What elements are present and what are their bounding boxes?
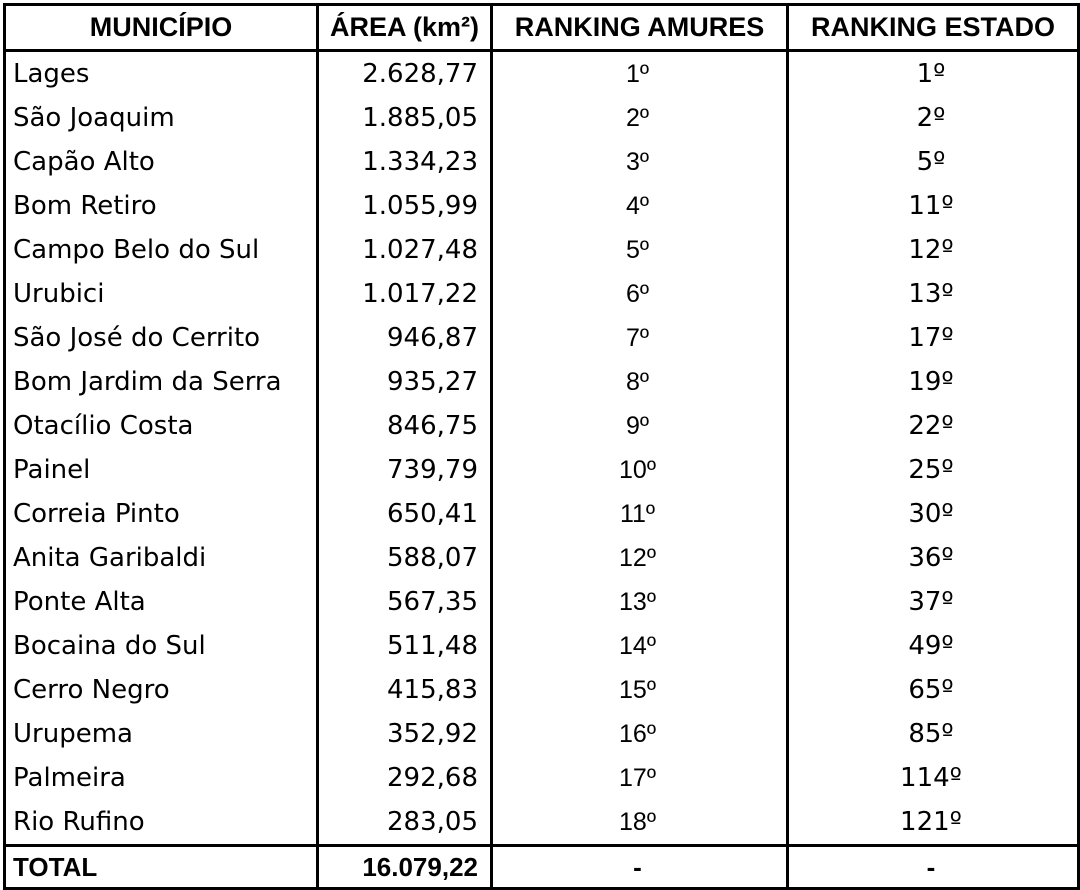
table-row xyxy=(5,800,1079,846)
ranking-amures-cell: 2º xyxy=(492,96,788,140)
ranking-estado-cell: 17º xyxy=(788,316,1079,360)
municipio-cell: Painel xyxy=(5,448,318,492)
municipio-cell: Capão Alto xyxy=(5,140,318,184)
table-row xyxy=(5,492,1079,536)
ranking-estado-cell: 49º xyxy=(788,624,1079,668)
table-row xyxy=(5,184,1079,228)
table-row xyxy=(5,360,1079,404)
table-row xyxy=(5,316,1079,360)
ranking-estado-cell: 1º xyxy=(788,51,1079,97)
table-row xyxy=(5,96,1079,140)
ranking-amures-cell: 14º xyxy=(492,624,788,668)
ranking-amures-cell: 3º xyxy=(492,140,788,184)
ranking-amures-cell: 8º xyxy=(492,360,788,404)
area-cell: 283,05 xyxy=(318,800,492,846)
municipio-cell: São José do Cerrito xyxy=(5,316,318,360)
table-row xyxy=(5,668,1079,712)
ranking-amures-cell: 16º xyxy=(492,712,788,756)
table-row xyxy=(5,272,1079,316)
ranking-estado-cell: 12º xyxy=(788,228,1079,272)
total-row xyxy=(5,846,1079,889)
area-cell: 352,92 xyxy=(318,712,492,756)
header-ranking-estado: RANKING ESTADO xyxy=(788,5,1079,51)
ranking-estado-cell: 13º xyxy=(788,272,1079,316)
ranking-amures-cell: 5º xyxy=(492,228,788,272)
municipio-cell: Bom Jardim da Serra xyxy=(5,360,318,404)
table-row xyxy=(5,756,1079,800)
ranking-amures-cell: 7º xyxy=(492,316,788,360)
municipio-cell: Rio Rufino xyxy=(5,800,318,846)
area-cell: 567,35 xyxy=(318,580,492,624)
table-row xyxy=(5,228,1079,272)
table-row xyxy=(5,140,1079,184)
ranking-estado-cell: 2º xyxy=(788,96,1079,140)
ranking-amures-cell: 9º xyxy=(492,404,788,448)
ranking-amures-cell: 1º xyxy=(492,51,788,97)
area-cell: 1.017,22 xyxy=(318,272,492,316)
area-cell: 1.055,99 xyxy=(318,184,492,228)
area-cell: 846,75 xyxy=(318,404,492,448)
ranking-amures-cell: 6º xyxy=(492,272,788,316)
table-row xyxy=(5,448,1079,492)
area-cell: 935,27 xyxy=(318,360,492,404)
municipio-cell: Palmeira xyxy=(5,756,318,800)
header-area: ÁREA (km²) xyxy=(318,5,492,51)
ranking-amures-cell: 4º xyxy=(492,184,788,228)
ranking-amures-cell: 11º xyxy=(492,492,788,536)
header-ranking-amures: RANKING AMURES xyxy=(492,5,788,51)
table-row xyxy=(5,712,1079,756)
municipio-cell: Bocaina do Sul xyxy=(5,624,318,668)
municipio-cell: Lages xyxy=(5,51,318,97)
area-cell: 650,41 xyxy=(318,492,492,536)
ranking-amures-cell: 10º xyxy=(492,448,788,492)
area-cell: 415,83 xyxy=(318,668,492,712)
ranking-estado-cell: 22º xyxy=(788,404,1079,448)
ranking-estado-cell: 114º xyxy=(788,756,1079,800)
header-municipio: MUNICÍPIO xyxy=(5,5,318,51)
area-cell: 1.885,05 xyxy=(318,96,492,140)
area-cell: 1.027,48 xyxy=(318,228,492,272)
area-cell: 511,48 xyxy=(318,624,492,668)
ranking-amures-cell: 17º xyxy=(492,756,788,800)
municipio-cell: Urupema xyxy=(5,712,318,756)
municipio-cell: Correia Pinto xyxy=(5,492,318,536)
ranking-estado-cell: 11º xyxy=(788,184,1079,228)
ranking-amures-cell: 13º xyxy=(492,580,788,624)
ranking-amures-cell: 18º xyxy=(492,800,788,846)
ranking-estado-cell: 19º xyxy=(788,360,1079,404)
area-cell: 946,87 xyxy=(318,316,492,360)
ranking-estado-cell: 25º xyxy=(788,448,1079,492)
municipio-cell: Otacílio Costa xyxy=(5,404,318,448)
municipio-cell: Ponte Alta xyxy=(5,580,318,624)
municipio-cell: Cerro Negro xyxy=(5,668,318,712)
municipio-cell: Bom Retiro xyxy=(5,184,318,228)
area-cell: 292,68 xyxy=(318,756,492,800)
ranking-estado-cell: 30º xyxy=(788,492,1079,536)
area-cell: 1.334,23 xyxy=(318,140,492,184)
municipio-cell: Urubici xyxy=(5,272,318,316)
ranking-estado-cell: 37º xyxy=(788,580,1079,624)
header-row xyxy=(5,5,1079,51)
table-body xyxy=(5,51,1079,846)
table-row xyxy=(5,624,1079,668)
ranking-estado-cell: 5º xyxy=(788,140,1079,184)
ranking-estado-cell: 65º xyxy=(788,668,1079,712)
total-ranking-amures: - xyxy=(492,846,788,889)
area-cell: 739,79 xyxy=(318,448,492,492)
area-cell: 588,07 xyxy=(318,536,492,580)
table-row xyxy=(5,404,1079,448)
municipality-area-table xyxy=(3,3,1080,890)
table-row xyxy=(5,580,1079,624)
municipio-cell: Anita Garibaldi xyxy=(5,536,318,580)
ranking-estado-cell: 85º xyxy=(788,712,1079,756)
ranking-amures-cell: 15º xyxy=(492,668,788,712)
municipio-cell: Campo Belo do Sul xyxy=(5,228,318,272)
table-row xyxy=(5,536,1079,580)
total-label: TOTAL xyxy=(5,846,318,889)
area-cell: 2.628,77 xyxy=(318,51,492,97)
total-ranking-estado: - xyxy=(788,846,1079,889)
ranking-estado-cell: 36º xyxy=(788,536,1079,580)
total-area: 16.079,22 xyxy=(318,846,492,889)
ranking-estado-cell: 121º xyxy=(788,800,1079,846)
municipio-cell: São Joaquim xyxy=(5,96,318,140)
ranking-amures-cell: 12º xyxy=(492,536,788,580)
table-row xyxy=(5,51,1079,97)
